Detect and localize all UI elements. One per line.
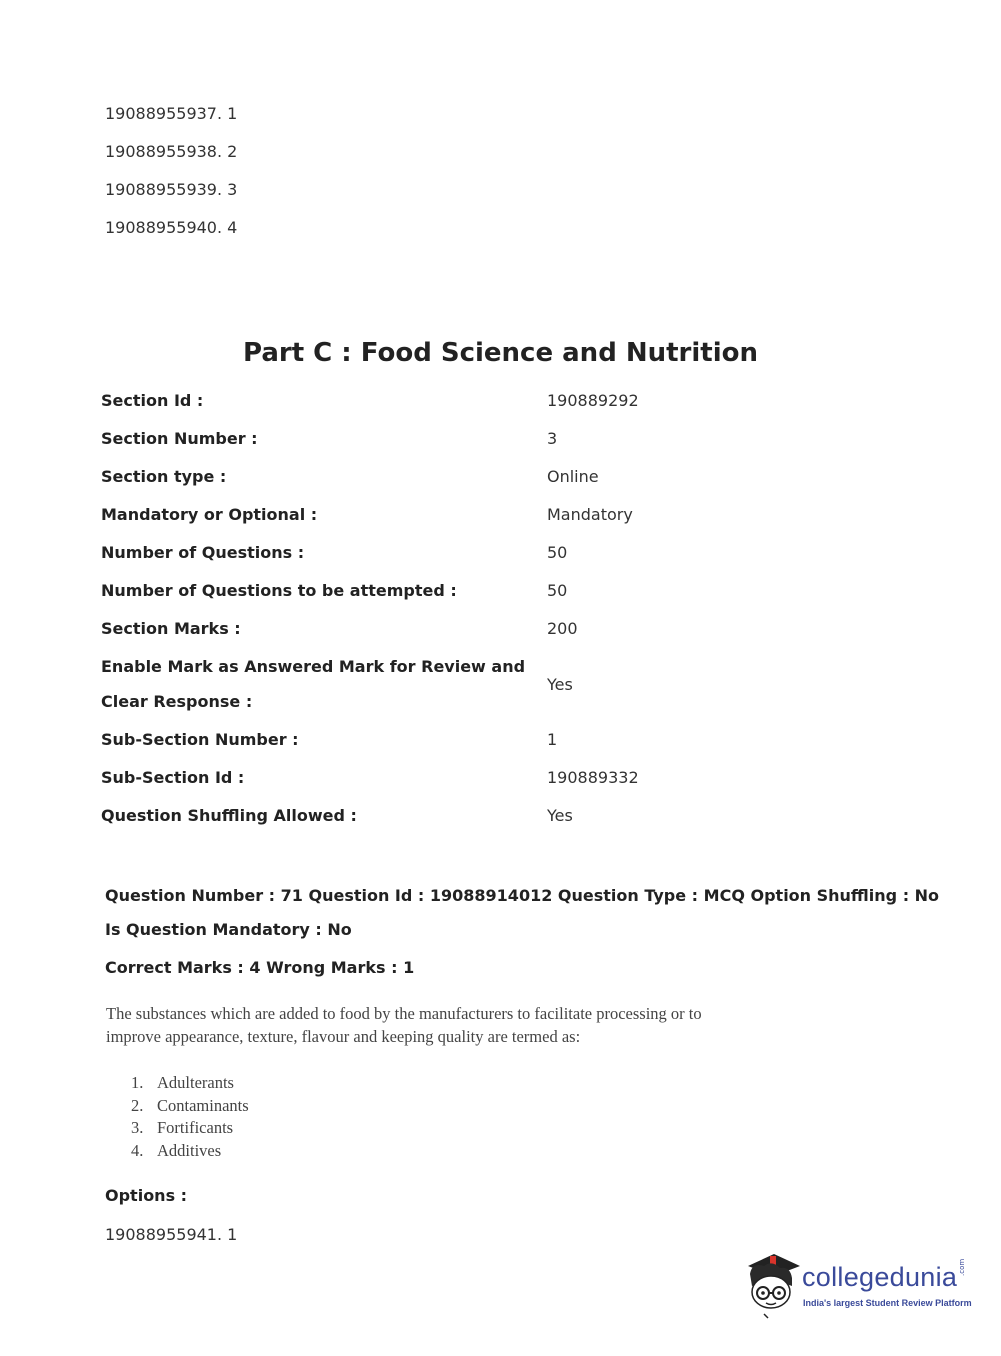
part-title: Part C : Food Science and Nutrition (242, 338, 759, 368)
choice-number: 4. (131, 1141, 144, 1161)
question-header: Question Number : 71 Question Id : 19088914012 Question Type : MCQ Option Shuffling : No (105, 886, 940, 905)
choice-text: Contaminants (157, 1095, 249, 1115)
option-line: 19088955937. 1 (105, 104, 238, 123)
choice-number: 2. (131, 1095, 144, 1115)
enable-mark-value: Yes (547, 675, 573, 694)
choice-text: Additives (157, 1141, 222, 1161)
shuffling-label: Question Shuffling Allowed : (101, 806, 357, 825)
options-label: Options : (105, 1186, 188, 1205)
question-text (106, 1002, 746, 1048)
enable-mark-label-line2: Clear Response : (101, 692, 253, 711)
section-number-value: 3 (547, 429, 558, 448)
subsection-id-label: Sub-Section Id : (101, 768, 245, 787)
subsection-number-label: Sub-Section Number : (101, 730, 299, 749)
section-marks-label: Section Marks : (101, 619, 241, 638)
brand-tagline: India's largest Student Review Platform (803, 1298, 972, 1308)
choice-item (131, 1140, 249, 1163)
subsection-number-value: 1 (547, 730, 558, 749)
section-id-value: 190889292 (547, 391, 639, 410)
mandatory-value: Mandatory (547, 505, 633, 524)
section-number-label: Section Number : (101, 429, 258, 448)
choice-list (131, 1072, 249, 1163)
option-line: 19088955938. 2 (105, 142, 238, 161)
section-type-value: Online (547, 467, 599, 486)
collegedunia-logo (742, 1248, 972, 1320)
enable-mark-label-line1: Enable Mark as Answered Mark for Review and (101, 657, 526, 676)
num-attempt-value: 50 (547, 581, 568, 600)
num-attempt-label: Number of Questions to be attempted : (101, 581, 457, 600)
brand-dotcom: .com (958, 1258, 966, 1276)
option-line: 19088955939. 3 (105, 180, 238, 199)
option-line: 19088955941. 1 (105, 1225, 238, 1244)
section-id-label: Section Id : (101, 391, 204, 410)
section-marks-value: 200 (547, 619, 578, 638)
section-type-label: Section type : (101, 467, 227, 486)
choice-item (131, 1072, 249, 1095)
num-questions-value: 50 (547, 543, 568, 562)
mandatory-label: Mandatory or Optional : (101, 505, 318, 524)
question-text-line: improve appearance, texture, flavour and keeping quality are termed as: (106, 1027, 581, 1046)
shuffling-value: Yes (547, 806, 573, 825)
question-marks: Correct Marks : 4 Wrong Marks : 1 (105, 958, 415, 977)
choice-number: 1. (131, 1073, 144, 1092)
num-questions-label: Number of Questions : (101, 543, 305, 562)
choice-text: Adulterants (157, 1073, 234, 1092)
choice-text: Fortificants (157, 1118, 234, 1138)
option-line: 19088955940. 4 (105, 218, 238, 237)
brand-name: collegedunia (802, 1262, 958, 1292)
choice-item (131, 1117, 249, 1140)
subsection-id-value: 190889332 (547, 768, 639, 787)
question-mandatory: Is Question Mandatory : No (105, 920, 352, 939)
choice-item (131, 1095, 249, 1118)
choice-number: 3. (131, 1118, 144, 1138)
question-text-line: The substances which are added to food by the manufacturers to facilitate processing or to (106, 1004, 702, 1023)
student-mascot-icon (742, 1248, 802, 1320)
